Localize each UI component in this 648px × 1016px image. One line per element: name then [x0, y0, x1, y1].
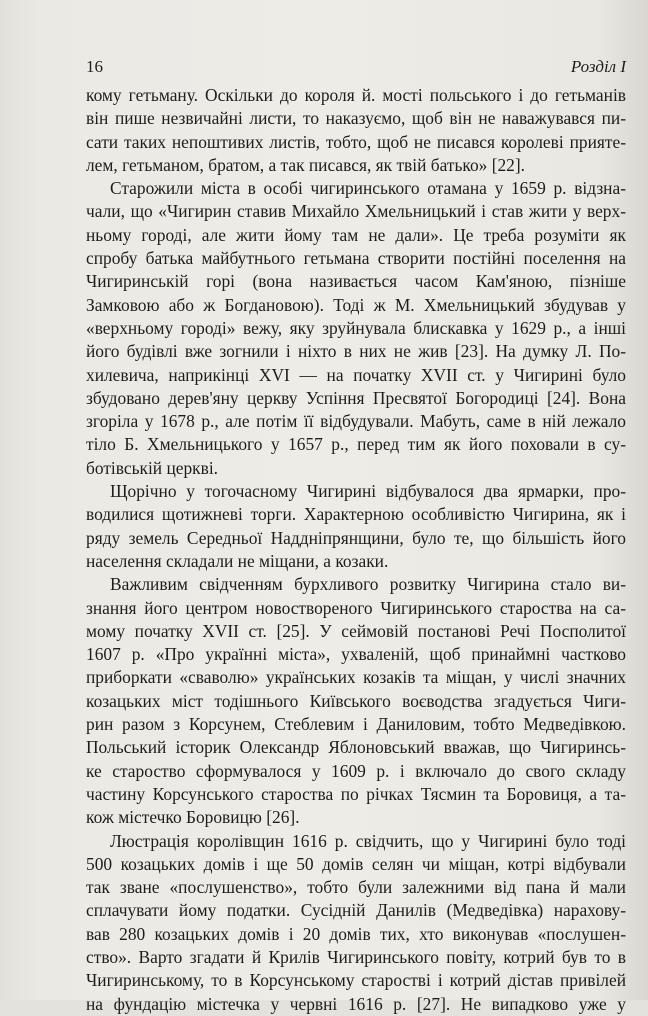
text-line: згоріла у 1678 р., але потім її відбудували. Мабуть, саме в ній лежало: [86, 411, 626, 432]
text-line: 500 козацьких домів і ще 50 домів селян чи міщан, котрі відбували: [86, 853, 626, 874]
text-line: хилевича, наприкінці XVI — на початку XVII ст. у Чигирині було: [86, 364, 626, 385]
text-line: лем, гетьманом, братом, а так писався, як твій батько» [22].: [86, 154, 526, 175]
text-line: вав 280 козацьких домів і 20 домів тих, хто виконував «послушен-: [86, 923, 626, 944]
text-line: тіло Б. Хмельницького у 1657 р., перед тим як його поховали в су-: [86, 434, 626, 455]
text-line: ство». Варто згадати й Крилів Чигиринського повіту, котрий був то в: [86, 946, 626, 967]
text-line: ке староство сформувалося у 1609 р. і включало до свого складу: [86, 760, 626, 781]
text-line: сплачувати йому податки. Сусідній Данилів (Медведівка) нарахову-: [86, 900, 626, 921]
text-line: кому гетьману. Оскільки до короля й. мості польського і до гетьманів: [86, 85, 626, 105]
text-line: мому початку XVII ст. [25]. У сеймовій постанові Речі Посполитої: [86, 620, 626, 641]
text-line: на фундацію містечка у червні 1616 р. [27]. Не випадково уже у: [86, 993, 626, 1014]
text-line: його будівлі вже зогнили і ніхто в них не жив [23]. На думку Л. По-: [86, 341, 626, 362]
text-line: козацьких міст тодішнього Київського воєводства згадується Чиги-: [86, 690, 626, 711]
paragraph-5: [86, 830, 626, 1016]
paragraph-4: [86, 573, 626, 829]
page-header: [86, 57, 626, 79]
text-line: ботівській церкві.: [86, 457, 219, 478]
text-line: чали, що «Чигирин ставив Михайло Хмельницький і став жити у верх-: [86, 201, 626, 222]
text-line: Замковою або ж Богдановою). Тоді ж М. Хмельницький збудував у: [86, 294, 626, 315]
text-line: рин разом з Корсунем, Стеблевим і Даниловим, тобто Медведівкою.: [86, 714, 626, 735]
text-line: збудовано дерев'яну церкву Успіння Пресвятої Богородиці [24]. Вона: [86, 387, 626, 408]
text-body: [86, 84, 626, 1016]
text-line: Важливим свідченням бурхливого розвитку Чигирина стало ви-: [110, 574, 626, 595]
text-line: приборкати «сваволю» українських козаків та міщан, у числі значних: [86, 667, 626, 688]
text-line: ряду земель Середньої Наддніпрянщини, було те, що більшість його: [86, 527, 626, 548]
paragraph-3: [86, 480, 626, 573]
text-line: водилися щотижневі торги. Характерною особливістю Чигирина, як і: [86, 504, 626, 525]
text-line: спробу батька майбутнього гетьмана створити постійні поселення на: [86, 248, 626, 269]
text-line: частину Корсунського староства по річках Тясмин та Боровиця, а та-: [86, 783, 626, 804]
text-line: кож містечко Боровицю [26].: [86, 807, 300, 828]
text-line: Люстрація королівщин 1616 р. свідчить, що у Чигирині було тоді: [110, 830, 626, 851]
text-line: ньому городі, але жити йому там не дали». Це треба розуміти як: [86, 224, 626, 245]
text-line: населення складали не міщани, а козаки.: [86, 550, 389, 571]
text-line: 1607 р. «Про українні міста», ухваленій, щоб принаймні частково: [86, 644, 626, 665]
paragraph-2: [86, 177, 626, 480]
text-line: сати таких непоштивих листів, тобто, щоб не писався королеві прияте-: [86, 131, 626, 152]
text-line: Чигиринському, то в Корсунському старостві і котрий дістав привілей: [86, 970, 626, 991]
running-head: Розділ І: [570, 57, 626, 76]
text-line: Старожили міста в особі чигиринського отамана у 1659 р. відзна-: [110, 178, 626, 199]
paragraph-1: [86, 84, 626, 177]
text-line: знання його центром новоствореного Чигиринського староства на са-: [86, 597, 626, 618]
text-line: він пише незвичайні листи, то наказуємо, щоб він не наважувався пи-: [86, 108, 626, 129]
text-line: Щорічно у тогочасному Чигирині відбувалося два ярмарки, про-: [110, 481, 626, 502]
text-line: «верхньому городі» вежу, яку зруйнувала блискавка у 1629 р., а інші: [86, 317, 626, 338]
page-number: 16: [86, 57, 103, 76]
text-line: Чигиринській горі (вона називається часом Кам'яною, пізніше: [86, 271, 626, 292]
text-line: Польський історик Олександр Яблоновський вважав, що Чигиринсь-: [86, 737, 626, 758]
text-line: так зване «послушенство», тобто були залежними від пана й мали: [86, 877, 626, 898]
